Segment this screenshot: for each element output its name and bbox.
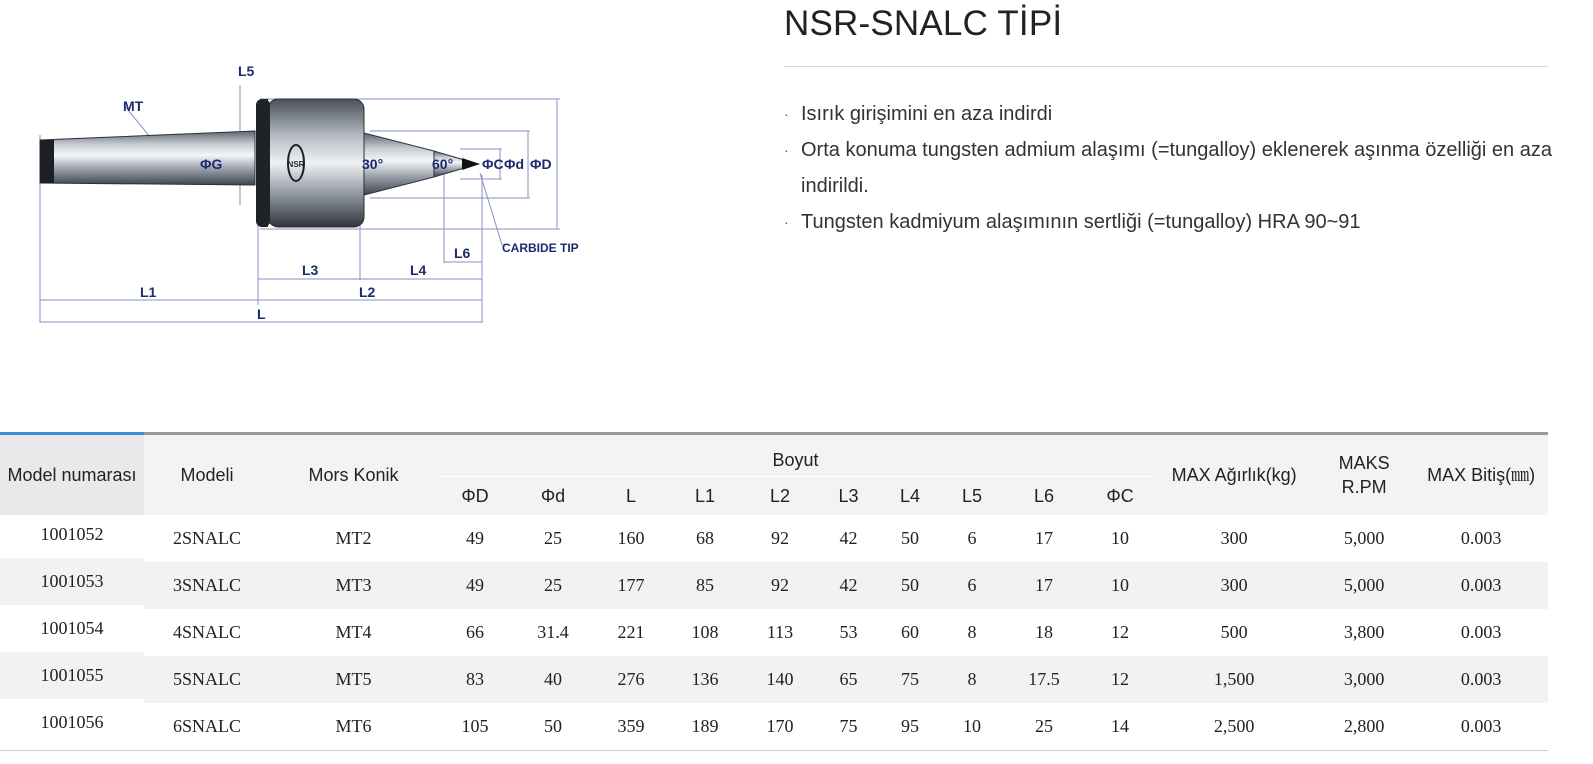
- header-dim: L3: [819, 477, 878, 516]
- model-number-cell: 1001055: [0, 652, 144, 699]
- table-cell: 18: [1035, 622, 1053, 642]
- l1-label: L1: [140, 284, 157, 300]
- title-divider: [784, 66, 1548, 67]
- live-center-drawing: [30, 55, 590, 330]
- table-cell: 0.003: [1460, 622, 1502, 642]
- table-cell: 10: [1111, 528, 1130, 548]
- feature-text: Tungsten kadmiyum alaşımının sertliği (=tungalloy) HRA 90~91: [801, 211, 1361, 233]
- phi-c-label: ΦC: [482, 156, 504, 172]
- page-title: NSR-SNALC TİPİ: [784, 4, 1063, 43]
- l3-label: L3: [302, 262, 319, 278]
- feature-text: Isırık girişimini en aza indirdi: [801, 103, 1053, 125]
- table-row: [0, 609, 1548, 656]
- feature-item: [784, 204, 1554, 240]
- table-row: [0, 562, 1548, 609]
- table-cell: 105: [437, 703, 513, 751]
- l2-label: L2: [359, 284, 376, 300]
- model-number-cell: 1001056: [0, 699, 144, 747]
- table-cell: 75: [878, 656, 942, 703]
- table-cell: 4SNALC: [172, 622, 241, 642]
- table-cell: 65: [819, 656, 878, 703]
- table-cell: 40: [513, 656, 593, 703]
- l4-label: L4: [410, 262, 427, 278]
- table-cell: 140: [741, 656, 819, 703]
- l6-label: L6: [454, 245, 471, 261]
- table-cell: 12: [1111, 622, 1130, 642]
- table-cell: 85: [669, 562, 741, 609]
- table-row: [0, 656, 1548, 703]
- table-cell: 500: [1220, 622, 1248, 642]
- table-cell: 2,500: [1154, 703, 1314, 751]
- spec-table: [0, 432, 1548, 751]
- table-cell: 92: [771, 528, 789, 548]
- technical-drawing: [30, 55, 590, 330]
- table-cell: 10: [942, 703, 1002, 751]
- feature-list: [784, 96, 1554, 240]
- table-cell: 5SNALC: [144, 656, 270, 703]
- table-cell: 0.003: [1414, 656, 1548, 703]
- header-dim: L4: [878, 477, 942, 516]
- table-cell: 0.003: [1414, 703, 1548, 751]
- table-row: [0, 515, 1548, 562]
- table-cell: 12: [1086, 656, 1154, 703]
- table-cell: 49: [437, 562, 513, 609]
- table-cell: 17: [1002, 562, 1086, 609]
- model-number-cell: 1001052: [40, 524, 104, 544]
- angle-60-label: 60°: [432, 156, 454, 172]
- bullet-icon: ·: [784, 214, 789, 230]
- table-cell: 136: [669, 656, 741, 703]
- table-cell: MT6: [270, 703, 437, 751]
- header-max-weight: MAX Ağırlık(kg): [1154, 434, 1314, 516]
- header-model: Modeli: [144, 434, 270, 516]
- carbide-tip-label: CARBIDE TIP: [502, 241, 579, 255]
- table-cell: 3,000: [1314, 656, 1414, 703]
- table-cell: 5,000: [1343, 528, 1385, 548]
- table-cell: 31.4: [537, 622, 569, 642]
- header-model-number: Model numarası: [0, 434, 144, 516]
- table-cell: 75: [819, 703, 878, 751]
- table-cell: 50: [901, 528, 919, 548]
- header-dim: L1: [669, 477, 741, 516]
- table-cell: 160: [617, 528, 645, 548]
- table-cell: 177: [593, 562, 669, 609]
- table-cell: 5,000: [1314, 562, 1414, 609]
- l5-label: L5: [238, 63, 255, 79]
- mt-label: MT: [123, 98, 144, 114]
- table-cell: 3,800: [1343, 622, 1385, 642]
- table-cell: 14: [1086, 703, 1154, 751]
- header-mors-konik: Mors Konik: [270, 434, 437, 516]
- table-cell: 2,800: [1314, 703, 1414, 751]
- table-row: [0, 703, 1548, 751]
- table-cell: 8: [967, 622, 977, 642]
- table-cell: 50: [513, 703, 593, 751]
- table-cell: 8: [942, 656, 1002, 703]
- table-cell: 359: [593, 703, 669, 751]
- table-cell: MT4: [335, 622, 372, 642]
- table-cell: 95: [878, 703, 942, 751]
- table-cell: 0.003: [1460, 528, 1502, 548]
- table-cell: 6: [942, 562, 1002, 609]
- table-cell: 68: [696, 528, 714, 548]
- l-label: L: [257, 306, 266, 322]
- header-boyut: Boyut: [437, 434, 1154, 477]
- header-dim: L2: [741, 477, 819, 516]
- table-cell: MT3: [270, 562, 437, 609]
- angle-30-label: 30°: [362, 156, 384, 172]
- table-cell: 50: [878, 562, 942, 609]
- header-dim: ΦD: [437, 477, 513, 516]
- header-max-finish: MAX Bitiş(㎜): [1414, 434, 1548, 516]
- table-cell: 3SNALC: [144, 562, 270, 609]
- feature-item: [784, 96, 1554, 132]
- table-cell: 108: [691, 622, 719, 642]
- table-cell: 49: [466, 528, 484, 548]
- table-cell: 60: [901, 622, 919, 642]
- table-cell: 170: [741, 703, 819, 751]
- table-cell: 2SNALC: [172, 528, 241, 548]
- header-dim: L: [593, 477, 669, 516]
- table-cell: 17.5: [1002, 656, 1086, 703]
- table-cell: 6: [967, 528, 977, 548]
- table-cell: 83: [437, 656, 513, 703]
- phi-d-big-label: ΦD: [530, 156, 552, 172]
- table-cell: 6SNALC: [144, 703, 270, 751]
- bullet-icon: ·: [784, 142, 789, 158]
- table-cell: MT5: [270, 656, 437, 703]
- table-cell: 25: [1002, 703, 1086, 751]
- phi-g-label: ΦG: [200, 156, 223, 172]
- table-cell: 42: [839, 528, 858, 548]
- table-cell: 300: [1154, 562, 1314, 609]
- table-cell: 10: [1086, 562, 1154, 609]
- table-cell: 300: [1220, 528, 1248, 548]
- table-cell: 17: [1035, 528, 1053, 548]
- header-dim: L5: [942, 477, 1002, 516]
- table-cell: 276: [593, 656, 669, 703]
- header-dim: Φd: [513, 477, 593, 516]
- table-cell: 25: [544, 528, 562, 548]
- table-cell: 0.003: [1414, 562, 1548, 609]
- table-cell: MT2: [335, 528, 372, 548]
- feature-text: Orta konuma tungsten admium alaşımı (=tungalloy) eklenerek aşınma özelliği en aza indirildi.: [801, 139, 1552, 197]
- phi-d-small-label: Φd: [504, 156, 525, 172]
- header-max-rpm: MAKS R.PM: [1314, 434, 1414, 516]
- bullet-icon: ·: [784, 106, 789, 122]
- table-cell: 1,500: [1154, 656, 1314, 703]
- model-number-cell: 1001053: [0, 558, 144, 605]
- header-dim: ΦC: [1086, 477, 1154, 516]
- table-cell: 42: [819, 562, 878, 609]
- table-cell: 92: [741, 562, 819, 609]
- table-cell: 221: [617, 622, 645, 642]
- table-cell: 25: [513, 562, 593, 609]
- table-cell: 189: [669, 703, 741, 751]
- model-number-cell: 1001054: [40, 618, 104, 638]
- table-cell: 66: [466, 622, 484, 642]
- feature-item: [784, 132, 1554, 204]
- logo-label: NSR: [287, 160, 305, 169]
- table-cell: 113: [766, 622, 794, 642]
- header-dim: L6: [1002, 477, 1086, 516]
- table-cell: 53: [839, 622, 858, 642]
